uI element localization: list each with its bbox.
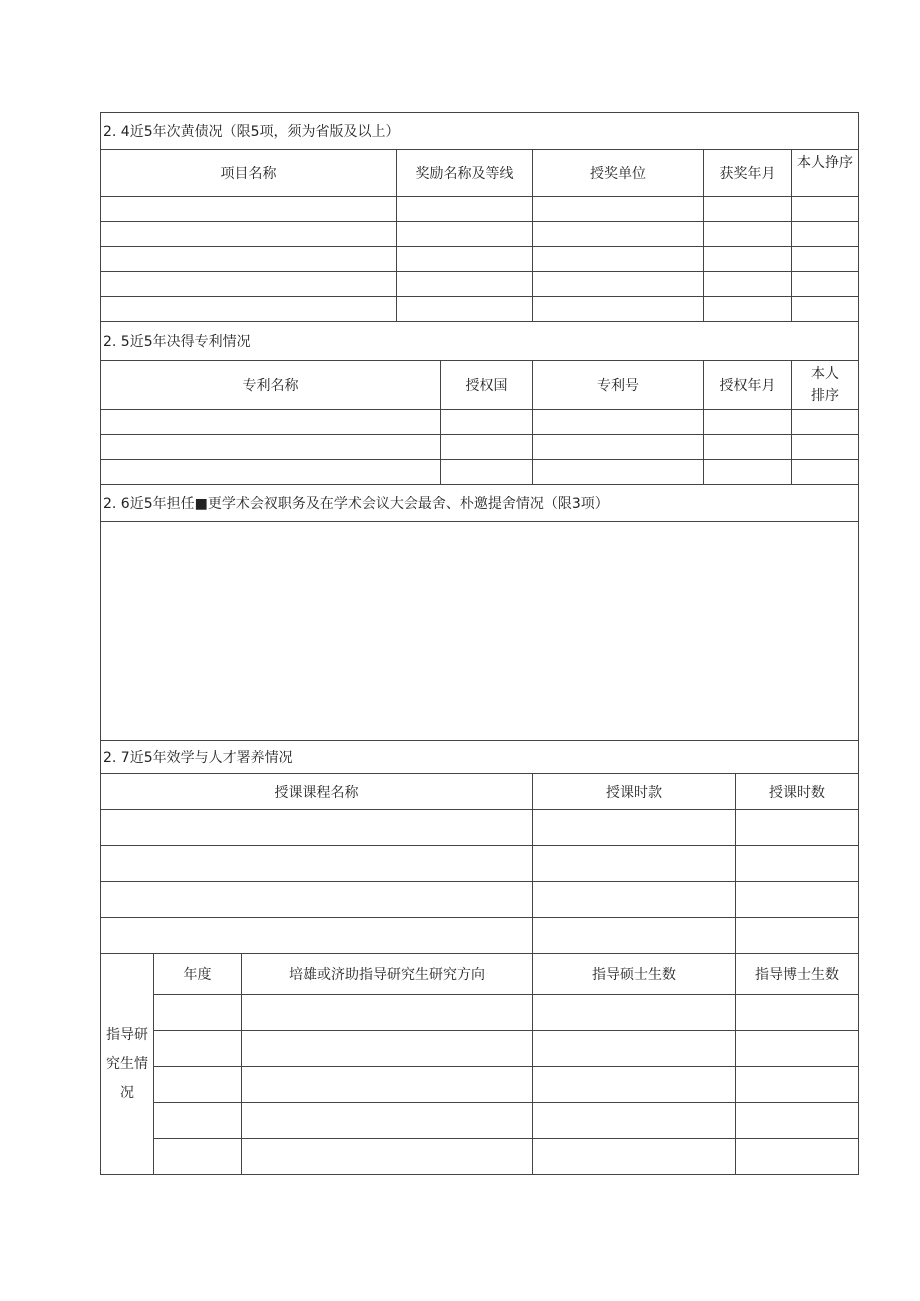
- header-award-name: 奖励名称及等线: [397, 150, 533, 197]
- application-form: [100, 112, 858, 1175]
- table-row: [101, 222, 859, 247]
- header-phd-count: 指导博士生数: [736, 954, 859, 995]
- header-master-count: 指导硕士生数: [533, 954, 736, 995]
- course-header-row: [101, 774, 859, 810]
- header-course-hours: 授课时数: [736, 774, 859, 810]
- header-patent-number: 专利号: [533, 361, 704, 410]
- header-research-direction: 培雄或济助指导研究生研究方向: [242, 954, 533, 995]
- table-row: [101, 435, 859, 460]
- table-row: [101, 247, 859, 272]
- header-project-name: 项目名称: [101, 150, 397, 197]
- header-rank: [792, 361, 859, 410]
- grad-header-row: [101, 954, 859, 995]
- header-award-date: 获奖年月: [704, 150, 792, 197]
- patents-section-title: 2. 5近5年决得专利情况: [101, 322, 859, 361]
- table-row: [101, 882, 859, 918]
- table-row: [101, 1103, 859, 1139]
- table-row: [101, 1139, 859, 1175]
- header-course-name: 授课课程名称: [101, 774, 533, 810]
- header-course-period: 授课时款: [533, 774, 736, 810]
- patents-table: [100, 321, 859, 485]
- table-row: [101, 810, 859, 846]
- grad-label-line1: 指导研: [106, 1026, 148, 1043]
- table-row: [101, 297, 859, 322]
- awards-section-title: 2. 4近5年次黄债况（限5项，须为省版及以上）: [101, 113, 859, 150]
- table-row: [101, 1067, 859, 1103]
- table-row: [101, 460, 859, 485]
- table-row: [101, 918, 859, 954]
- awards-table: [100, 112, 859, 322]
- table-row: [101, 995, 859, 1031]
- header-grant-date: 授权年月: [704, 361, 792, 410]
- table-row: [101, 197, 859, 222]
- header-year: 年度: [154, 954, 242, 995]
- header-rank: 本人挣序: [792, 150, 859, 197]
- grad-label-line3: 况: [120, 1084, 134, 1101]
- header-patent-name: 专利名称: [101, 361, 441, 410]
- table-row: [101, 410, 859, 435]
- patents-header-row: [101, 361, 859, 410]
- academic-roles-textarea[interactable]: [101, 522, 859, 741]
- header-rank-line1: 本人: [811, 366, 839, 382]
- header-grant-country: 授权国: [441, 361, 533, 410]
- awards-header-row: [101, 150, 859, 197]
- table-row: [101, 846, 859, 882]
- teaching-section-title: 2. 7近5年效学与人才署养情况: [101, 741, 859, 774]
- header-rank-line2: 排序: [811, 388, 839, 404]
- table-row: [101, 272, 859, 297]
- academic-roles-section-title: 2. 6近5年担任■更学术会衩职务及在学术会议大会最舍、朴邀提舍情况（限3项）: [101, 485, 859, 522]
- teaching-table: [100, 740, 859, 1175]
- grad-label-line2: 究生情: [106, 1055, 148, 1072]
- table-row: [101, 1031, 859, 1067]
- grad-supervision-label: [101, 954, 154, 1175]
- academic-roles-table: [100, 484, 859, 741]
- header-award-unit: 授奖单位: [533, 150, 704, 197]
